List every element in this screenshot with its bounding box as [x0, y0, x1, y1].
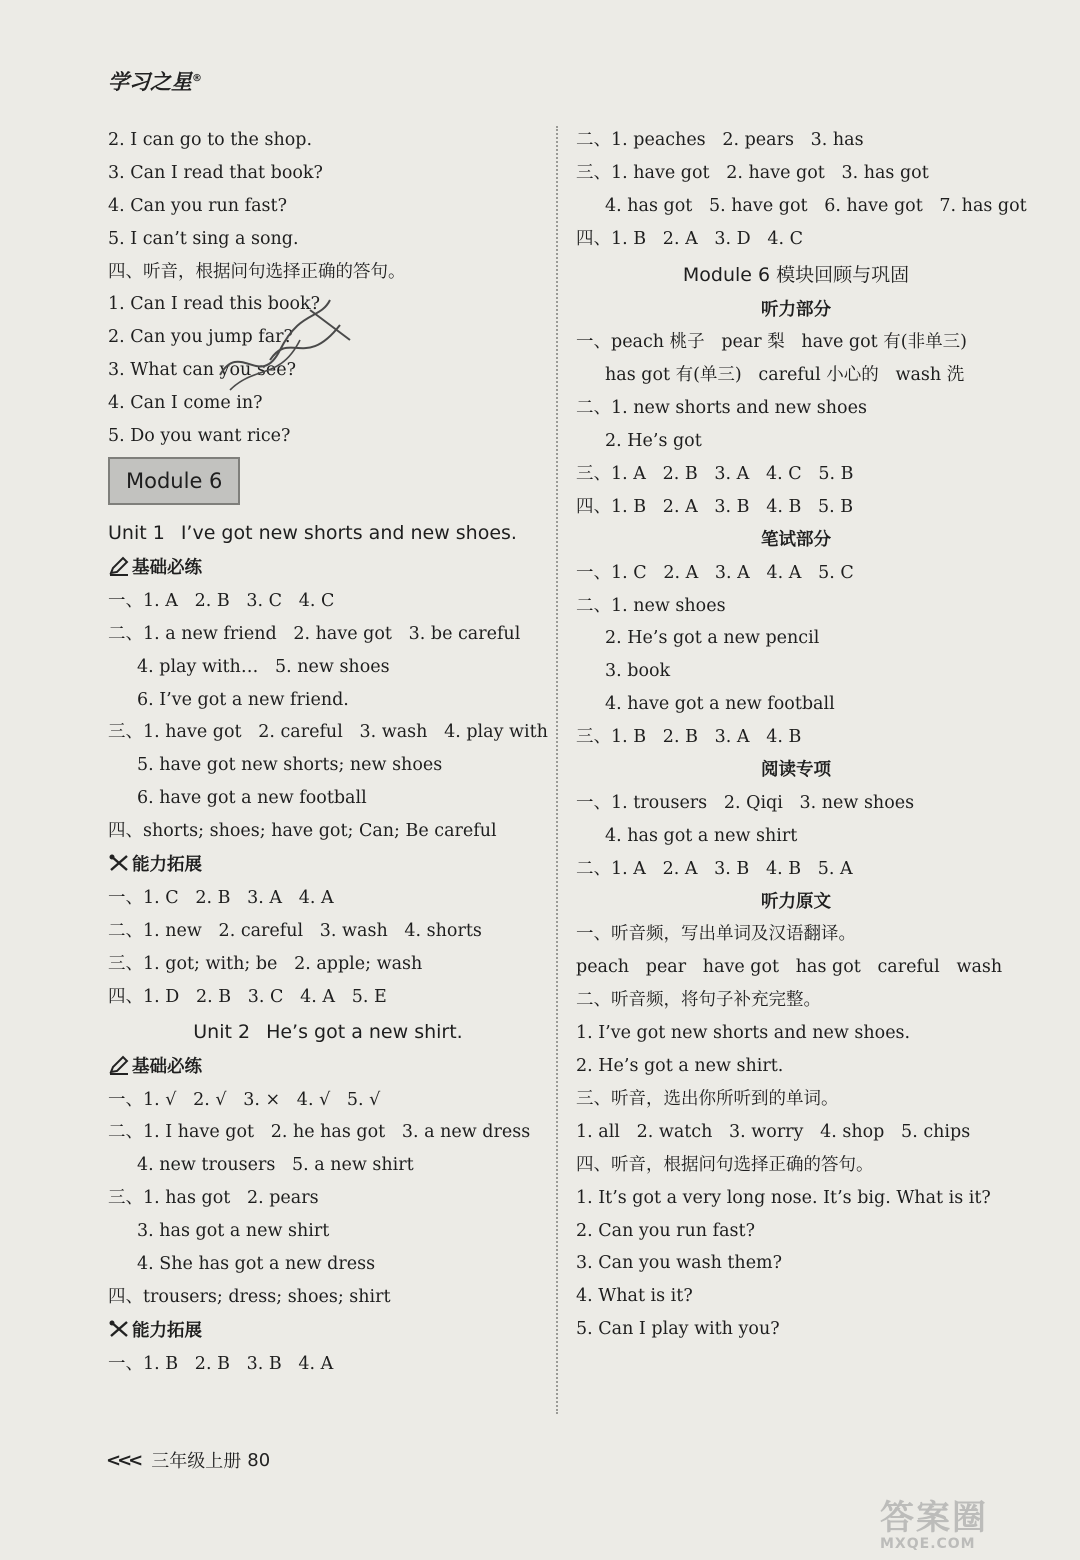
answer-line: 5. Can I play with you? [576, 1319, 780, 1340]
question-title: 三、听音，选出你所听到的单词。 [576, 1088, 839, 1109]
answer-line: 2. He’s got a new shirt. [576, 1056, 784, 1077]
answer-line: 二、1. a new friend 2. have got 3. be careful [108, 623, 521, 644]
answer-line: 4. has got a new shirt [605, 825, 798, 846]
pencil-icon [108, 556, 130, 576]
right-column [576, 124, 1027, 1346]
answer-line: 三、1. has got 2. pears [108, 1188, 319, 1209]
tools-icon [108, 853, 130, 873]
section-basic: 基础必练 [108, 1050, 548, 1084]
answer-line: 5. I can’t sing a song. [108, 228, 299, 249]
answer-line: 一、1. √ 2. √ 3. × 4. √ 5. √ [108, 1089, 381, 1110]
answer-line: 四、trousers; dress; shoes; shirt [108, 1286, 391, 1307]
answer-line: 一、1. A 2. B 3. C 4. C [108, 590, 335, 611]
answer-line: 三、1. B 2. B 3. A 4. B [576, 727, 802, 748]
section-basic: 基础必练 [108, 551, 548, 585]
answer-line: 一、1. C 2. B 3. A 4. A [108, 888, 334, 909]
answer-line: 4. new trousers 5. a new shirt [137, 1155, 414, 1176]
answer-line: 3. What can you see? [108, 360, 296, 381]
unit-title: Unit 2 He’s got a new shirt. [193, 1020, 463, 1043]
column-divider [556, 126, 558, 1414]
section-ability: 能力拓展 [108, 1314, 548, 1348]
watermark [880, 1500, 1070, 1556]
watermark-text: 答案圈 [880, 1498, 988, 1538]
unit-title: Unit 1 I’ve got new shorts and new shoes. [108, 521, 517, 544]
answer-line: 4. have got a new football [605, 694, 835, 715]
answer-line: 四、1. B 2. A 3. D 4. C [576, 228, 804, 249]
answer-line: peach pear have got has got careful wash [576, 957, 1003, 978]
answer-line: 2. He’s got a new pencil [605, 628, 820, 649]
section-heading: 听力部分 [761, 299, 831, 320]
section-heading: 阅读专项 [761, 760, 831, 781]
answer-line: 四、shorts; shoes; have got; Can; Be careful [108, 821, 497, 842]
section-ability: 能力拓展 [108, 848, 548, 882]
watermark-url: MXQE.COM [880, 1536, 976, 1552]
answer-line: 二、1. new shoes [576, 595, 726, 616]
answer-line: 一、peach 桃子 pear 梨 have got 有(非单三) [576, 332, 967, 353]
answer-line: 1. Can I read this book? [108, 294, 321, 315]
answer-line: 2. He’s got [605, 431, 702, 452]
answer-line: 6. have got a new football [137, 788, 367, 809]
handwriting-scribble [210, 280, 370, 400]
answer-line: has got 有(单三) careful 小心的 wash 洗 [605, 365, 965, 386]
answer-line: 二、1. A 2. A 3. B 4. B 5. A [576, 858, 853, 879]
section-heading: 笔试部分 [761, 529, 831, 550]
answer-line: 5. have got new shorts; new shoes [137, 755, 443, 776]
answer-line: 一、1. C 2. A 3. A 4. A 5. C [576, 562, 854, 583]
page-number: 80 [247, 1449, 271, 1471]
brand-logo: 学习之星® [108, 70, 202, 94]
answer-line: 四、1. B 2. A 3. B 4. B 5. B [576, 496, 854, 517]
module-label: Module 6 [108, 457, 240, 505]
question-title: 四、听音，根据问句选择正确的答句。 [108, 261, 406, 282]
answer-line: 一、1. B 2. B 3. B 4. A [108, 1353, 334, 1374]
answer-line: 6. I’ve got a new friend. [137, 689, 349, 710]
answer-line: 4. Can I come in? [108, 393, 263, 414]
answer-line: 三、1. have got 2. careful 3. wash 4. play with [108, 722, 548, 743]
pencil-icon [108, 1055, 130, 1075]
module-review-title: Module 6 模块回顾与巩固 [682, 263, 910, 286]
answer-line: 4. She has got a new dress [137, 1254, 376, 1275]
answer-line: 三、1. have got 2. have got 3. has got [576, 162, 929, 183]
answer-line: 2. Can you jump far? [108, 327, 293, 348]
answer-line: 三、1. got; with; be 2. apple; wash [108, 953, 423, 974]
answer-line: 4. play with… 5. new shoes [137, 656, 390, 677]
answer-line: 一、1. trousers 2. Qiqi 3. new shoes [576, 792, 915, 813]
answer-line: 二、1. new 2. careful 3. wash 4. shorts [108, 920, 482, 941]
answer-line: 1. I’ve got new shorts and new shoes. [576, 1023, 911, 1044]
answer-line: 4. What is it? [576, 1286, 693, 1307]
answer-line: 2. Can you run fast? [576, 1220, 755, 1241]
answer-line: 4. Can you run fast? [108, 195, 287, 216]
answer-line: 3. has got a new shirt [137, 1221, 330, 1242]
answer-line: 四、1. D 2. B 3. C 4. A 5. E [108, 986, 387, 1007]
answer-line: 5. Do you want rice? [108, 426, 291, 447]
answer-line: 三、1. A 2. B 3. A 4. C 5. B [576, 464, 854, 485]
chevron-left-icon: <<< [106, 1449, 140, 1471]
answer-line: 3. Can I read that book? [108, 162, 323, 183]
answer-line: 4. has got 5. have got 6. have got 7. has got [605, 195, 1027, 216]
question-title: 二、听音频，将句子补充完整。 [576, 990, 821, 1011]
answer-line: 2. I can go to the shop. [108, 130, 313, 150]
answer-line: 3. book [605, 661, 671, 682]
answer-line: 二、1. new shorts and new shoes [576, 398, 867, 419]
page-footer [106, 1447, 270, 1473]
grade-label: 三年级上册 [151, 1451, 242, 1472]
answer-line: 3. Can you wash them? [576, 1253, 783, 1274]
tools-icon [108, 1319, 130, 1339]
question-title: 四、听音，根据问句选择正确的答句。 [576, 1154, 874, 1175]
answer-line: 1. all 2. watch 3. worry 4. shop 5. chips [576, 1121, 971, 1142]
answer-line: 二、1. I have got 2. he has got 3. a new dress [108, 1122, 531, 1143]
section-heading: 听力原文 [761, 891, 831, 912]
answer-line: 二、1. peaches 2. pears 3. has [576, 130, 864, 150]
answer-line: 1. It’s got a very long nose. It’s big. What is it? [576, 1187, 991, 1208]
question-title: 一、听音频，写出单词及汉语翻译。 [576, 924, 856, 945]
